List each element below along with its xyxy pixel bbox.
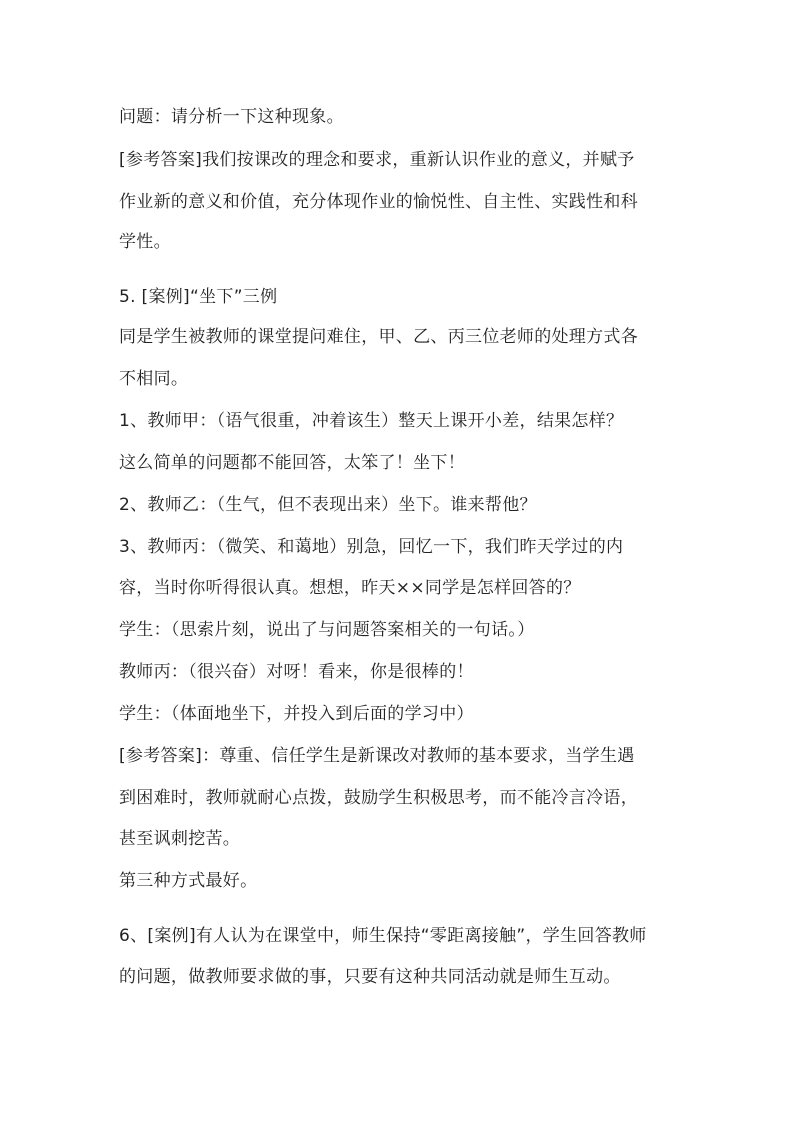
teacher-c-line-2: 容，当时你听得很认真。想想，昨天××同学是怎样回答的？ [119,578,581,598]
case-6-line-1: 6、[案例]有人认为在课堂中，师生保持“零距离接触”，学生回答教师 [119,926,647,946]
answer-line-2: 作业新的意义和价值，充分体现作业的愉悦性、自主性、实践性和科 [119,192,638,212]
student-line-1: 学生：（思索片刻，说出了与问题答案相关的一句话。） [119,620,535,640]
case-5-intro-1: 同是学生被教师的课堂提问难住，甲、乙、丙三位老师的处理方式各 [119,327,638,347]
case-5-answer-line-3: 甚至讽刺挖苦。 [119,829,241,849]
case-5-answer-line-1: [参考答案]：尊重、信任学生是新课改对教师的基本要求，当学生遇 [119,746,635,766]
teacher-b-line: 2、教师乙：（生气，但不表现出来）坐下。谁来帮他？ [119,495,537,515]
question-line: 问题：请分析一下这种现象。 [119,107,344,127]
teacher-a-line-2: 这么简单的问题都不能回答，太笨了！坐下！ [119,453,465,473]
answer-line-1: [参考答案]我们按课改的理念和要求，重新认识作业的意义，并赋予 [119,150,635,170]
case-5-heading: 5. [案例]“坐下”三例 [119,287,278,307]
case-5-answer-line-2: 到困难时，教师就耐心点拨，鼓励学生积极思考，而不能冷言冷语， [119,788,638,808]
teacher-c-line-3: 教师丙：（很兴奋）对呀！看来，你是很棒的！ [119,662,474,682]
student-line-2: 学生：（体面地坐下，并投入到后面的学习中） [119,704,474,724]
case-5-conclusion: 第三种方式最好。 [119,871,258,891]
teacher-a-line-1: 1、教师甲：（语气很重，冲着该生）整天上课开小差，结果怎样？ [119,411,624,431]
case-5-intro-2: 不相同。 [119,369,189,389]
case-6-line-2: 的问题，做教师要求做的事，只要有这种共同活动就是师生互动。 [119,967,621,987]
teacher-c-line-1: 3、教师丙：（微笑、和蔼地）别急，回忆一下，我们昨天学过的内 [119,537,624,557]
answer-line-3: 学性。 [119,232,171,252]
